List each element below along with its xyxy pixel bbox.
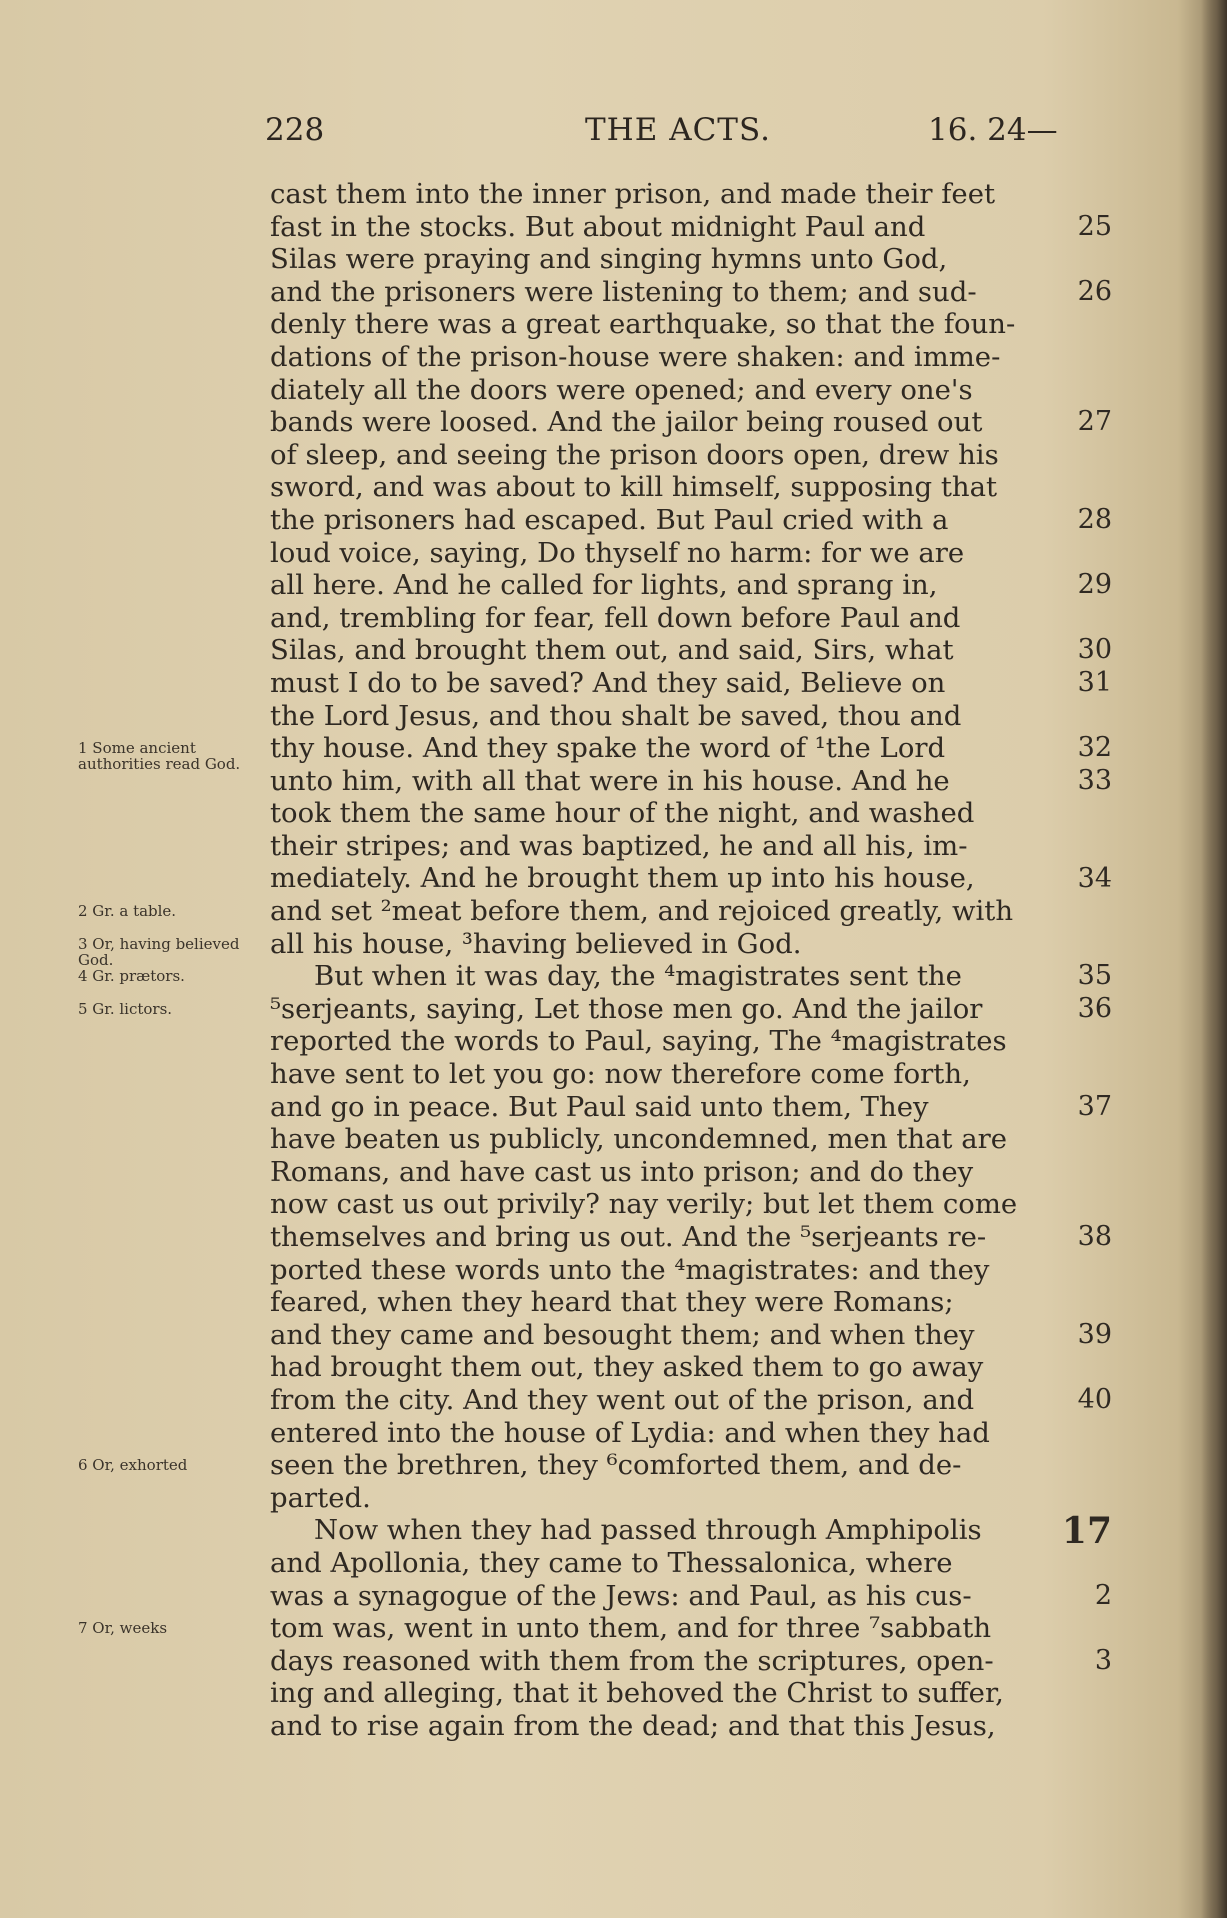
verse-number: 28 [1077, 504, 1112, 535]
verse-number: 29 [1077, 569, 1112, 601]
text-line: cast them into the inner prison, and made their feet [270, 178, 996, 210]
text-line: ⁵serjeants, saying, Let those men go. And the jailor [270, 992, 983, 1025]
verse-number: 27 [1077, 406, 1112, 438]
book-title: THE ACTS. [585, 112, 771, 148]
running-header [0, 112, 1227, 156]
text-line: sword, and was about to kill himself, supposing that [270, 471, 998, 504]
margin-note: 2 Gr. a table. [78, 902, 177, 921]
text-line: denly there was a great earthquake, so that the foun- [270, 308, 1016, 341]
margin-note: 6 Or, exhorted [78, 1456, 188, 1475]
text-line: tom was, went in unto them, and for three ⁷sabbath [270, 1612, 992, 1645]
text-line: Silas were praying and singing hymns unto God, [270, 243, 948, 276]
text-line: the Lord Jesus, and thou shalt be saved, thou and [270, 699, 962, 732]
text-line: and the prisoners were listening to them; and sud- [270, 275, 977, 308]
margin-note: 5 Gr. lictors. [78, 1000, 173, 1018]
text-line: ing and alleging, that it behoved the Christ to suffer, [270, 1677, 1004, 1710]
margin-note: 1 Some ancient authorities read God. [78, 739, 241, 774]
verse-number: 36 [1077, 993, 1112, 1024]
verse-number: 33 [1077, 764, 1112, 796]
verse-number: 26 [1077, 275, 1112, 307]
margin-note: 4 Gr. prætors. [78, 967, 185, 986]
text-line: days reasoned with them from the scriptures, open- [270, 1644, 994, 1677]
verse-number: 30 [1077, 634, 1112, 666]
text-line: and go in peace. But Paul said unto them, They [270, 1090, 929, 1123]
text-line: bands were loosed. And the jailor being roused out [270, 406, 983, 439]
verse-number: 35 [1077, 960, 1112, 992]
text-line: mediately. And he brought them up into his house, [270, 862, 975, 895]
text-line: and to rise again from the dead; and that this Jesus, [270, 1709, 996, 1742]
text-line: took them the same hour of the night, and washed [270, 797, 975, 830]
body-text [270, 178, 1050, 1743]
text-line: fast in the stocks. But about midnight Paul and [270, 210, 926, 243]
verse-number: 31 [1077, 667, 1112, 698]
text-line: have beaten us publicly, uncondemned, men that are [270, 1123, 1008, 1156]
text-line: Silas, and brought them out, and said, Sirs, what [270, 634, 954, 667]
text-line: must I do to be saved? And they said, Believe on [270, 666, 946, 699]
text-line: and they came and besought them; and when they [270, 1318, 975, 1351]
text-line: now cast us out privily? nay verily; but let them come [270, 1188, 1018, 1221]
text-line: Romans, and have cast us into prison; and do they [270, 1155, 974, 1188]
text-line: thy house. And they spake the word of ¹the Lord [270, 732, 946, 765]
text-line: reported the words to Paul, saying, The ⁴magistrates [270, 1025, 1007, 1058]
text-line: unto him, with all that were in his house. And he [270, 764, 950, 797]
chapter-number: 17 [1061, 1509, 1112, 1552]
verse-number: 37 [1077, 1090, 1112, 1122]
text-line: all his house, ³having believed in God. [270, 927, 802, 960]
chapter-verse-reference: 16. 24— [928, 112, 1058, 148]
verse-number: 32 [1077, 732, 1112, 764]
verse-number: 34 [1077, 862, 1112, 894]
verse-number: 3 [1094, 1645, 1112, 1676]
text-line: parted. [270, 1481, 371, 1514]
text-line: and, trembling for fear, fell down before Paul and [270, 601, 961, 634]
text-line: dations of the prison-house were shaken: and imme- [270, 340, 1001, 373]
verse-number: 39 [1077, 1319, 1112, 1350]
page-number: 228 [265, 112, 325, 148]
text-line: had brought them out, they asked them to go away [270, 1351, 984, 1384]
text-line: of sleep, and seeing the prison doors open, drew his [270, 438, 999, 471]
text-line: their stripes; and was baptized, he and all his, im- [270, 829, 968, 862]
text-line: Now when they had passed through Amphipolis [314, 1514, 982, 1547]
margin-note: 3 Or, having believed God. [78, 934, 240, 969]
text-line: was a synagogue of the Jews: and Paul, as his cus- [270, 1579, 972, 1612]
text-line: ported these words unto the ⁴magistrates: and they [270, 1253, 990, 1286]
verse-number: 40 [1077, 1384, 1112, 1416]
text-line: from the city. And they went out of the prison, and [270, 1383, 975, 1416]
margin-note: 7 Or, weeks [78, 1619, 168, 1638]
text-line: entered into the house of Lydia: and when they had [270, 1416, 990, 1449]
text-line: themselves and bring us out. And the ⁵serjeants re- [270, 1221, 987, 1253]
text-line: the prisoners had escaped. But Paul cried with a [270, 503, 949, 536]
verse-number: 38 [1077, 1221, 1112, 1253]
text-line: all here. And he called for lights, and sprang in, [270, 569, 938, 602]
verse-number: 25 [1077, 210, 1112, 242]
text-line: But when it was day, the ⁴magistrates sent the [314, 960, 962, 993]
page-spine-shadow [1201, 0, 1227, 1918]
verse-number: 2 [1094, 1579, 1112, 1611]
text-line: seen the brethren, they ⁶comforted them, and de- [270, 1449, 962, 1482]
text-line: and Apollonia, they came to Thessalonica, where [270, 1546, 953, 1579]
text-line: have sent to let you go: now therefore come forth, [270, 1058, 971, 1091]
text-line: feared, when they heard that they were Romans; [270, 1286, 954, 1319]
text-line: loud voice, saying, Do thyself no harm: for we are [270, 536, 965, 569]
text-line: diately all the doors were opened; and every one's [270, 373, 973, 406]
text-line: and set ²meat before them, and rejoiced greatly, with [270, 895, 1014, 928]
